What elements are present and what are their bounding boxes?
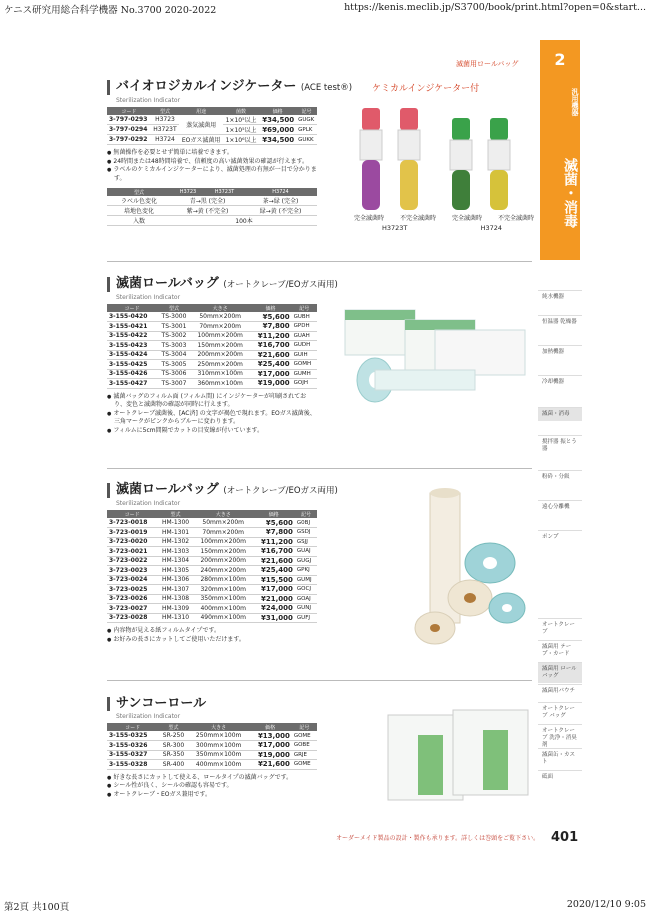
spec-table: コード 型式 大きさ 価格 記号 3-155-0420 TS-3000 50mm×200m ¥5,600 GUBH 3-155-0421 TS-3001 70mm×200m ¥7,800 GPDH 3-155-0422 TS-3002 100mm×200m ¥11,200 GUAH 3-155-0423 TS-3003 150mm×200m ¥16,700 GUDH 3-155-0424 TS-3004 200mm×200m ¥21,600 GUIH 3-155-0425 TS-3005 250mm×200m ¥25,400 GOMH 3-155-0426 TS-3006 310mm×100m ¥17,000 GUMH 3-155-0427 TS-3007 360mm×100m ¥19,000 GOJH bbox=[107, 304, 317, 389]
table-row: 3-155-0423 TS-3003 150mm×200m ¥16,700 GUDH bbox=[107, 341, 317, 351]
chapter-title: 滅菌・消毒 bbox=[562, 157, 578, 228]
table-row: 3-155-0425 TS-3005 250mm×200m ¥25,400 GOMH bbox=[107, 360, 317, 370]
nav-item[interactable]: 粉砕・分級 bbox=[538, 470, 582, 484]
section-roll-bag-hm bbox=[107, 483, 338, 644]
header-title: ケニス研究用総合科学機器 No.3700 2020-2022 bbox=[4, 5, 217, 16]
section-title: サンコーロール bbox=[107, 697, 317, 711]
table-row: 3-155-0420 TS-3000 50mm×200m ¥5,600 GUBH bbox=[107, 312, 317, 322]
table-row: 3-155-0424 TS-3004 200mm×200m ¥21,600 GUIH bbox=[107, 350, 317, 360]
section-subtitle: Sterilization Indicator bbox=[116, 97, 181, 104]
nav-item[interactable]: 撹拌器 振とう器 bbox=[538, 435, 582, 456]
subnav-item[interactable]: 滅菌用パウチ bbox=[538, 684, 582, 698]
table-row: 3-723-0021 HM-1303 150mm×200m ¥16,700 GUAJ bbox=[107, 547, 317, 557]
chem-indicator-label: ケミカルインジケーター付 bbox=[372, 84, 480, 94]
table-row: 3-155-0328 SR-400 400mm×100m ¥21,600 GOME bbox=[107, 760, 317, 770]
table-row: 3-797-0292 H3724 EOガス滅菌用 1×10⁶以上 ¥34,500 GUKK bbox=[107, 135, 317, 145]
subnav-item[interactable]: オートクレーブ バッグ bbox=[538, 702, 582, 723]
section-subtitle: Sterilization Indicator bbox=[116, 294, 181, 301]
category-tag: 滅菌用ロールバッグ bbox=[456, 60, 519, 68]
table-row: 3-723-0028 HM-1310 490mm×100m ¥31,000 GUFJ bbox=[107, 613, 317, 623]
table-row: 3-155-0421 TS-3001 70mm×200m ¥7,800 GPDH bbox=[107, 322, 317, 332]
divider bbox=[107, 468, 532, 469]
roll-bag-boxes-image bbox=[335, 300, 535, 410]
print-footer bbox=[4, 899, 646, 913]
table-row: 3-155-0426 TS-3006 310mm×100m ¥17,000 GUMH bbox=[107, 369, 317, 379]
chapter-group: 汎用機器 bbox=[571, 88, 579, 116]
table-row: 3-155-0427 TS-3007 360mm×100m ¥19,000 GOJH bbox=[107, 379, 317, 389]
spec-table: コード 型式 用途 菌数 価格 記号 3-797-0293 H3723 蒸気滅菌用 1×10⁵以上 ¥34,500 GUGK 3-797-0294 H3723T 1×10⁵以上 ¥69,000 GPLK 3-797-0292 H3724 EOガス滅菌用 1×10⁶以上 ¥34,500 GUKK bbox=[107, 107, 317, 145]
vial-green-incomplete bbox=[488, 118, 510, 210]
footer-page: 第2頁 共100頁 bbox=[4, 902, 70, 913]
table-row: 3-723-0018 HM-1300 50mm×200m ¥5,600 G0BJ bbox=[107, 518, 317, 528]
spec-table: コード 型式 大きさ 価格 記号 3-155-0325 SR-250 250mm×100m ¥13,000 GOME 3-155-0326 SR-300 300mm×100m ¥17,000 GOBE 3-155-0327 SR-350 350mm×100m ¥19,000 GRJE 3-155-0328 SR-400 400mm×100m ¥21,600 GOME bbox=[107, 723, 317, 770]
nav-item[interactable]: 冷却機器 bbox=[538, 375, 582, 389]
section-subtitle: Sterilization Indicator bbox=[116, 500, 181, 507]
vial-green-complete bbox=[450, 118, 472, 210]
subnav-item[interactable]: 滅菌缶・カスト bbox=[538, 748, 582, 769]
table-row: 3-155-0325 SR-250 250mm×100m ¥13,000 GOME bbox=[107, 731, 317, 741]
section-title: 滅菌ロールバッグ (オートクレーブ/EOガス両用) bbox=[107, 277, 338, 292]
subnav-item[interactable]: オートクレーブ bbox=[538, 618, 582, 639]
print-header bbox=[4, 2, 646, 16]
subnav-item[interactable]: 滅菌用 テープ・カード bbox=[538, 640, 582, 661]
indicator-vials-image bbox=[350, 100, 540, 230]
table-row: 3-723-0023 HM-1305 240mm×200m ¥25,400 GPKJ bbox=[107, 566, 317, 576]
vial-captions: 完全滅菌時 不完全滅菌時 完全滅菌時 不完全滅菌時 bbox=[354, 215, 534, 222]
chapter-number: 2 bbox=[554, 50, 566, 69]
table-row: 3-155-0422 TS-3002 100mm×200m ¥11,200 GUAH bbox=[107, 331, 317, 341]
subnav-item[interactable]: オートクレーブ 洗浄・消臭剤 bbox=[538, 724, 582, 752]
color-change-table: 型式 H3723 H3723T H3724 ラベル色変化 青→黒 (完全) 茶→緑 (完全) 培地色変化 紫→黄 (不完全) 緑→黄 (不完全) 入数 100本 bbox=[107, 188, 317, 226]
nav-item[interactable]: 純水機器 bbox=[538, 290, 582, 304]
vial-red-incomplete bbox=[398, 108, 420, 210]
nav-item-active[interactable]: 滅菌・消毒 bbox=[538, 407, 582, 421]
nav-item[interactable]: ポンプ bbox=[538, 530, 582, 544]
section-sanko-roll bbox=[107, 697, 317, 799]
table-row: 3-723-0022 HM-1304 200mm×200m ¥21,600 GUGJ bbox=[107, 556, 317, 566]
table-row: 3-723-0026 HM-1308 350mm×100m ¥21,000 GOAJ bbox=[107, 594, 317, 604]
vial-models: H3723T H3724 bbox=[382, 224, 502, 232]
divider bbox=[107, 261, 532, 262]
table-row: 3-723-0027 HM-1309 400mm×100m ¥24,000 GUNJ bbox=[107, 604, 317, 614]
subnav-item[interactable]: 砥面 bbox=[538, 770, 582, 784]
feature-list: ● 内容物が見える紙フィルムタイプです。 ● お好みの長さにカットしてご使用いただけます。 bbox=[107, 627, 317, 644]
table-row: 3-797-0294 H3723T 1×10⁵以上 ¥69,000 GPLK bbox=[107, 125, 317, 135]
nav-item[interactable]: 遠心分離機 bbox=[538, 500, 582, 514]
table-row: 3-723-0024 HM-1306 280mm×100m ¥15,500 GUMJ bbox=[107, 575, 317, 585]
section-subtitle: Sterilization Indicator bbox=[116, 713, 181, 720]
section-roll-bag-ts bbox=[107, 277, 338, 435]
header-url: https://kenis.meclib.jp/S3700/book/print.html?open=0&start... bbox=[344, 2, 646, 13]
table-row: 3-723-0025 HM-1307 320mm×100m ¥17,000 GOCJ bbox=[107, 585, 317, 595]
table-row: 3-155-0326 SR-300 300mm×100m ¥17,000 GOBE bbox=[107, 741, 317, 751]
spec-table: コード 型式 大きさ 価格 記号 3-723-0018 HM-1300 50mm×200m ¥5,600 G0BJ 3-723-0019 HM-1301 70mm×200m ¥7,800 GSDJ 3-723-0020 HM-1302 100mm×200m ¥11,200 GSJJ 3-723-0021 HM-1303 150mm×200m ¥16,700 GUAJ 3-723-0022 HM-1304 200mm×200m ¥21,600 GUGJ 3-723-0023 HM-1305 240mm×200m ¥25,400 GPKJ 3-723-0024 HM-1306 280mm×100m ¥15,500 GUMJ 3-723-0025 HM-1307 320mm×100m ¥17,000 GOCJ 3-723-0026 HM-1308 350mm×100m ¥21,000 GOAJ 3-723-0027 HM-1309 400mm×100m ¥24,000 GUNJ 3-723-0028 HM-1310 490mm×100m ¥31,000 GUFJ bbox=[107, 510, 317, 623]
section-title: 滅菌ロールバッグ (オートクレーブ/EOガス両用) bbox=[107, 483, 338, 498]
custom-order-note: オーダーメイド製品の設計・製作も承ります。詳しくは巻頭をご覧下さい。 bbox=[336, 835, 540, 842]
table-row: 3-723-0020 HM-1302 100mm×200m ¥11,200 GSJJ bbox=[107, 537, 317, 547]
feature-list: ● 無菌操作を必要とせず簡単に培養できます。 ● 24時間または48時間培養で、信頼度の高い滅菌効果の確認が行えます。 ● ラベルのケミカルインジケーターにより、滅菌処理の有無が一目で分かります。 bbox=[107, 149, 317, 183]
subnav-item-active[interactable]: 滅菌用 ロールバッグ bbox=[538, 662, 582, 683]
table-row: 3-797-0293 H3723 蒸気滅菌用 1×10⁵以上 ¥34,500 GUGK bbox=[107, 115, 317, 125]
section-bio-indicator bbox=[107, 80, 352, 226]
vial-red-complete bbox=[360, 108, 382, 210]
table-row: 3-723-0019 HM-1301 70mm×200m ¥7,800 GSDJ bbox=[107, 528, 317, 538]
nav-item[interactable]: 恒温器 乾燥器 bbox=[538, 315, 582, 329]
nav-item[interactable]: 加熱機器 bbox=[538, 345, 582, 359]
feature-list: ● 滅菌バッグのフィルム面 (フィルム間) にインジケーターが印刷されており、変色と滅菌物の確認が同時に行えます。 ● オートクレーブ滅菌後、[AC済] の文字が褐色で現れます。EOガス滅菌後、三角マークがピンクからブルーに変わります。 ● フィルムに5cm間隔でカットの目安線が付いています。 bbox=[107, 393, 317, 436]
page-number: 401 bbox=[551, 830, 579, 845]
hm-rolls-image bbox=[395, 488, 530, 653]
sanko-roll-boxes-image bbox=[378, 700, 533, 810]
footer-date: 2020/12/10 9:05 bbox=[566, 899, 646, 910]
section-title: バイオロジカルインジケーター (ACE test®) bbox=[107, 80, 352, 95]
divider bbox=[107, 680, 532, 681]
table-row: 3-155-0327 SR-350 350mm×100m ¥19,000 GRJE bbox=[107, 750, 317, 760]
feature-list: ● 好きな長さにカットして使える、ロールタイプの滅菌バッグです。 ● シール性が良く、シールの確認も容易です。 ● オートクレーブ・EOガス兼用です。 bbox=[107, 774, 317, 800]
